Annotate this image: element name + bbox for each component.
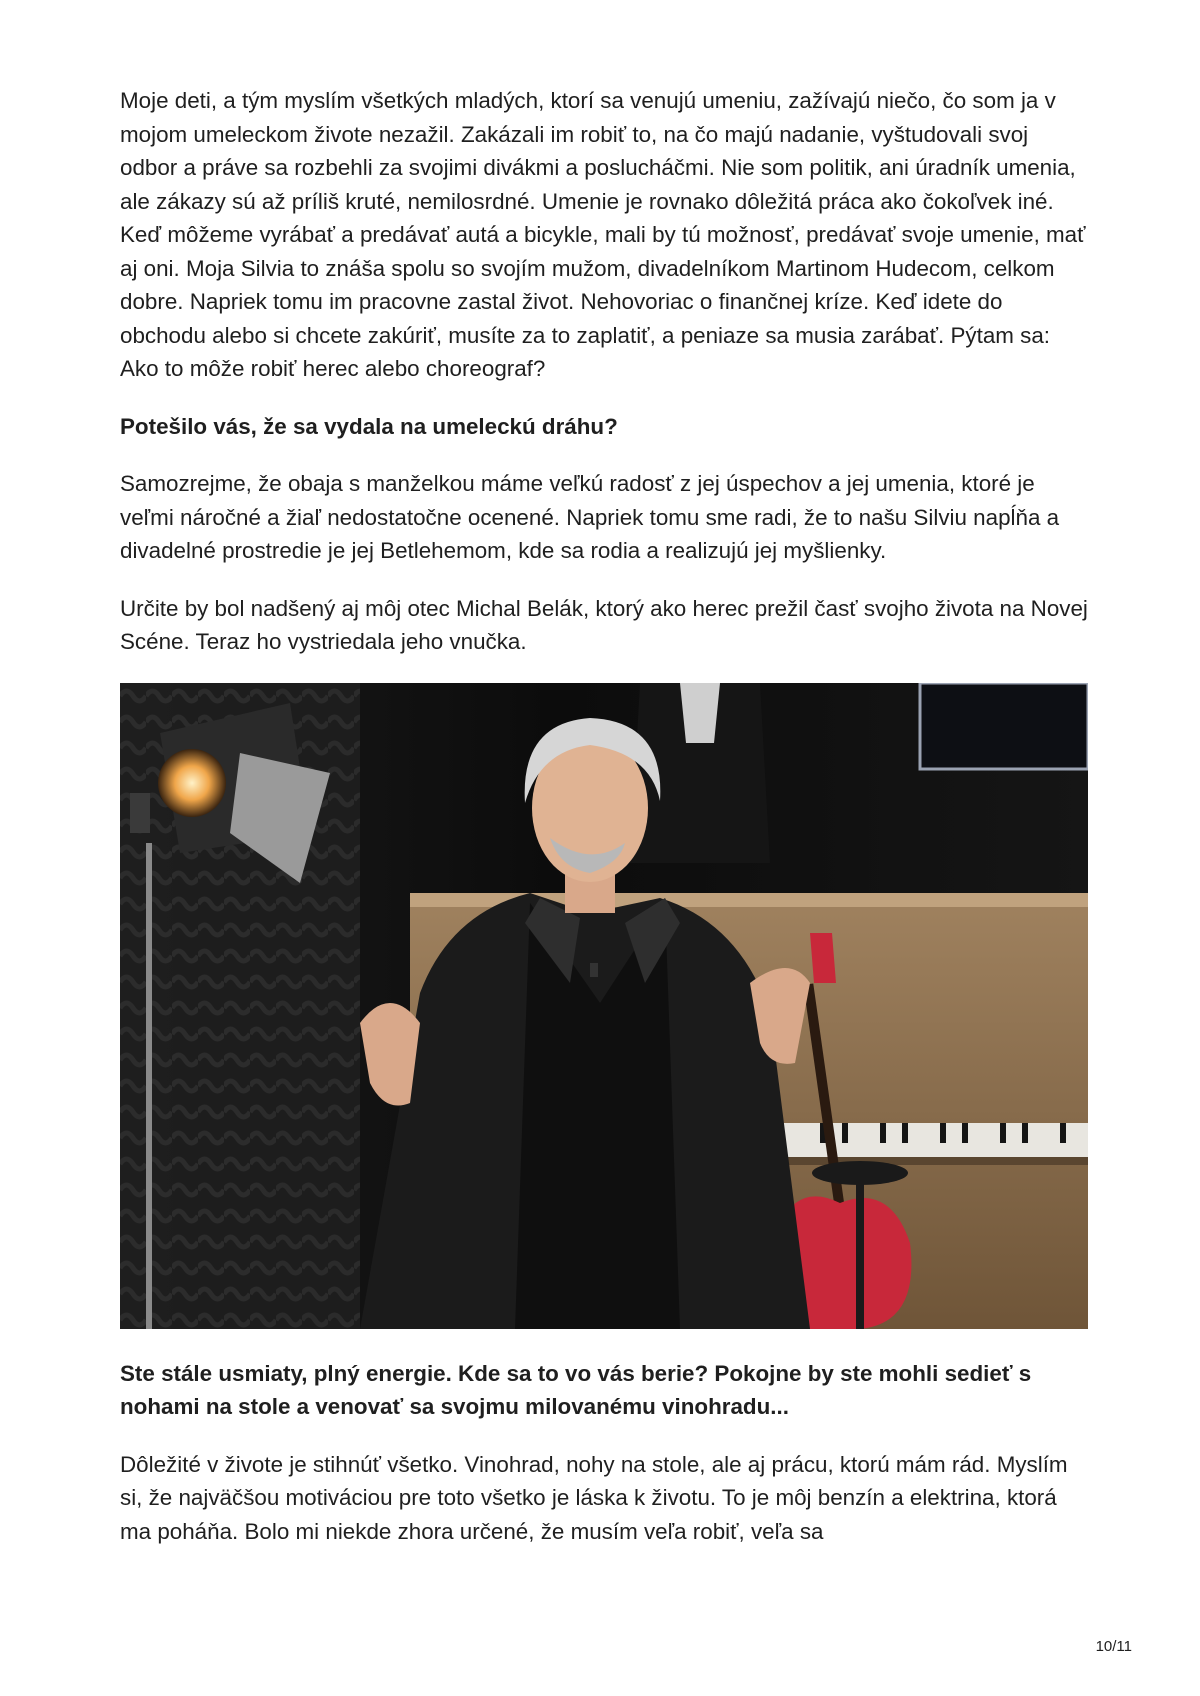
question-heading-2: Ste stále usmiaty, plný energie. Kde sa to vo vás berie? Pokojne by ste mohli sedieť s nohami na stole a venovať sa svojmu milovanému vinohradu... [120, 1360, 1032, 1419]
wall-frame [920, 683, 1088, 769]
paragraph-4: Dôležité v živote je stihnúť všetko. Vinohrad, nohy na stole, ale aj prácu, ktorú mám rád. Myslím si, že najväčšou motiváciou pre toto všetko je láska k životu. To je môj benzín a elektrina, ktorá ma poháňa. Bolo mi niekde zhora určené, že musím veľa robiť, veľa sa [120, 1451, 1068, 1544]
paragraph-1: Moje deti, a tým myslím všetkých mladých, ktorí sa venujú umeniu, zažívajú niečo, čo som ja v mojom umeleckom živote nezažil. Zakázali im robiť to, na čo majú nadanie, vyštudovali svoj odbor a práve sa rozbehli za svojimi divákmi a poslucháčmi. Nie som politik, ani úradník umenia, ale zákazy sú až príliš kruté, nemilosrdné. Umenie je rovnako dôležitá práca ako čokoľvek iné. Keď môžeme vyrábať a predávať autá a bicykle, mali by tú možnosť, predávať svoje umenie, mať aj oni. Moja Silvia to znáša spolu so svojím mužom, divadelníkom Martinom Hudecom, celkom dobre. Napriek tomu im pracovne zastal život. Nehovoriac o finančnej kríze. Keď idete do obchodu alebo si chcete zakúriť, musíte za to zaplatiť, a peniaze sa musia zarábať. Pýtam sa: Ako to môže robiť herec alebo choreograf? [120, 88, 1086, 381]
interview-photo [120, 683, 1088, 1329]
paragraph-3: Určite by bol nadšený aj môj otec Michal Belák, ktorý ako herec prežil časť svojho života na Novej Scéne. Teraz ho vystriedala jeho vnučka. [120, 595, 1088, 654]
article-body [120, 84, 1088, 1572]
question-heading-1: Potešilo vás, že sa vydala na umeleckú dráhu? [120, 413, 618, 439]
paragraph-2: Samozrejme, že obaja s manželkou máme veľkú radosť z jej úspechov a jej umenia, ktoré je veľmi náročné a žiaľ nedostatočne ocenené. Napriek tomu sme radi, že to našu Silviu napĺňa a divadelné prostredie je jej Betlehemom, kde sa rodia a realizujú jej myšlienky. [120, 471, 1060, 563]
page-number: 10/11 [1095, 1638, 1132, 1655]
